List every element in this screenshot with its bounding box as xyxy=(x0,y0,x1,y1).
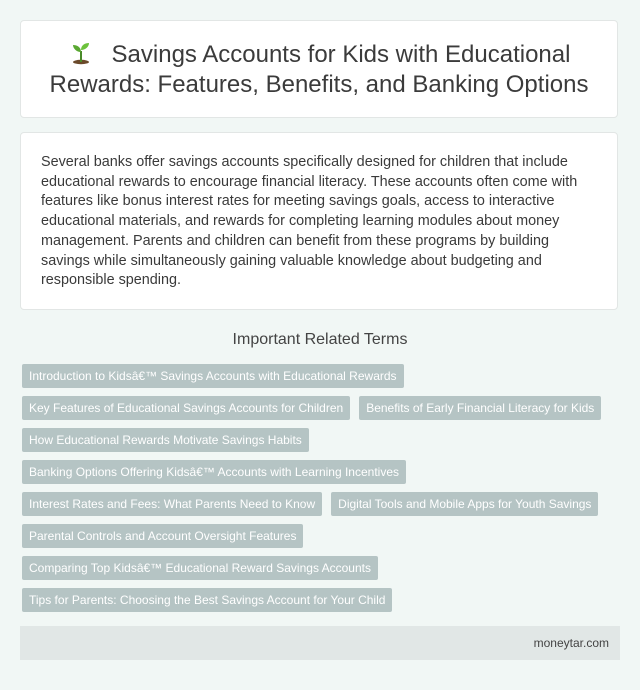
related-term-tag[interactable]: Comparing Top Kidsâ€™ Educational Reward Savings Accounts xyxy=(22,556,378,580)
sprout-icon xyxy=(68,39,94,65)
related-term-tag[interactable]: Key Features of Educational Savings Accounts for Children xyxy=(22,396,350,420)
tag-row xyxy=(22,364,620,388)
intro-card xyxy=(20,132,618,310)
page-title xyxy=(39,39,599,100)
tag-row xyxy=(22,396,620,420)
tag-row xyxy=(22,556,620,580)
related-term-tag[interactable]: Digital Tools and Mobile Apps for Youth Savings xyxy=(331,492,598,516)
related-term-tag[interactable]: Benefits of Early Financial Literacy for Kids xyxy=(359,396,601,420)
tag-row xyxy=(22,588,620,612)
page-title-text: Savings Accounts for Kids with Educational Rewards: Features, Benefits, and Banking Options xyxy=(49,40,589,98)
related-term-tag[interactable]: Introduction to Kidsâ€™ Savings Accounts with Educational Rewards xyxy=(22,364,404,388)
footer-site-link[interactable]: moneytar.com xyxy=(533,636,609,650)
related-terms-list xyxy=(22,364,620,620)
tag-row xyxy=(22,460,620,484)
tag-row xyxy=(22,524,620,548)
tag-row xyxy=(22,492,620,516)
related-term-tag[interactable]: How Educational Rewards Motivate Savings Habits xyxy=(22,428,309,452)
footer xyxy=(20,626,620,660)
tag-row xyxy=(22,428,620,452)
intro-paragraph: Several banks offer savings accounts specifically designed for children that include educational rewards to encourage financial literacy. These accounts often come with features like bonus interest rates for meeting savings goals, access to interactive educational materials, and rewards for completing learning modules about money management. Parents and children can benefit from these programs by building savings while simultaneously gaining valuable knowledge about budgeting and responsible spending. xyxy=(41,154,578,289)
related-term-tag[interactable]: Interest Rates and Fees: What Parents Need to Know xyxy=(22,492,322,516)
related-term-tag[interactable]: Banking Options Offering Kidsâ€™ Accounts with Learning Incentives xyxy=(22,460,406,484)
header-card xyxy=(20,20,618,118)
related-terms-heading: Important Related Terms xyxy=(232,331,408,348)
related-term-tag[interactable]: Tips for Parents: Choosing the Best Savings Account for Your Child xyxy=(22,588,392,612)
related-term-tag[interactable]: Parental Controls and Account Oversight Features xyxy=(22,524,303,548)
